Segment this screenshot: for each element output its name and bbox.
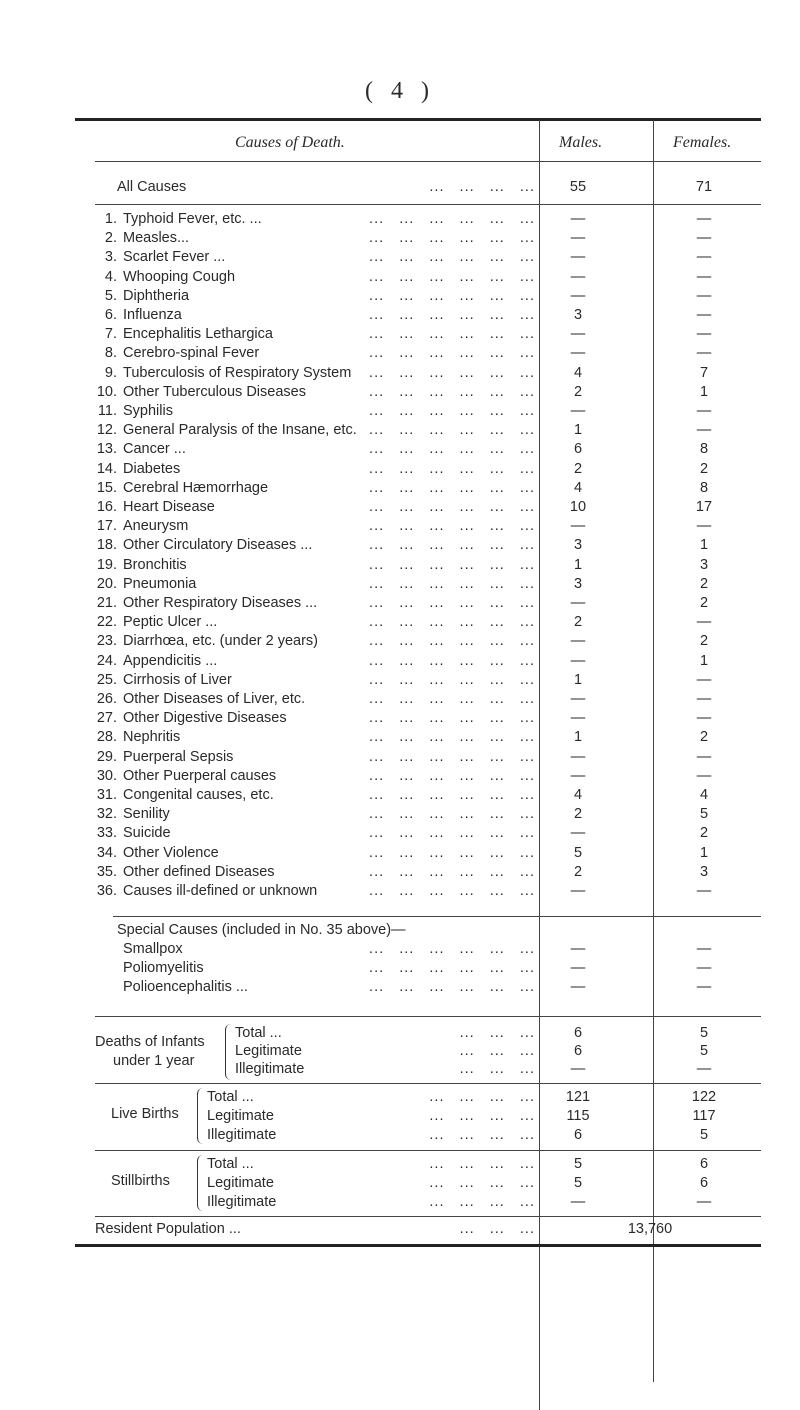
row-females: 1: [699, 537, 709, 554]
row-females: 5: [699, 806, 709, 823]
row-females: —: [696, 941, 712, 957]
row-label: Total ...: [207, 1088, 258, 1107]
table-row: 3. ... ... ... ... ... ... Scarlet Fever ... — —: [75, 248, 761, 267]
row-males: 3: [573, 537, 583, 554]
row-label: Suicide: [123, 824, 175, 843]
row-males: —: [570, 268, 586, 285]
table-row: 29. ... ... ... ... ... ... Puerperal Sepsis — —: [75, 748, 761, 767]
row-males: 6: [573, 1127, 583, 1143]
row-label: Encephalitis Lethargica: [123, 325, 277, 344]
table-row: ... ... ... ... Illegitimate 6 5: [75, 1126, 761, 1145]
row-number: 9.: [104, 364, 117, 381]
row-number: 5.: [104, 287, 117, 304]
row-label: Other Digestive Diseases: [123, 709, 291, 728]
row-males: —: [570, 230, 586, 247]
row-males: —: [570, 595, 586, 611]
row-females: 122: [691, 1089, 717, 1105]
row-males: 6: [573, 1043, 583, 1059]
row-number: 12.: [96, 422, 117, 439]
row-number: 21.: [96, 595, 117, 611]
table-row: 31. ... ... ... ... ... ... Congenital causes, etc. 4 4: [75, 786, 761, 805]
row-males: —: [570, 518, 586, 535]
table-row: 28. ... ... ... ... ... ... Nephritis 1 2: [75, 728, 761, 747]
table-row: ... ... ... ... Legitimate 115 117: [75, 1107, 761, 1126]
row-label: Smallpox: [123, 940, 187, 959]
row-males: 2: [573, 614, 583, 631]
resident-population-row: Resident Population ... ... ... ... 13,760: [75, 1220, 761, 1239]
row-females: —: [696, 1061, 712, 1077]
row-males: —: [570, 767, 586, 784]
table-row: 14. ... ... ... ... ... ... Diabetes 2 2: [75, 460, 761, 479]
infants-rule: [95, 1016, 761, 1017]
table-row: 7. ... ... ... ... ... ... Encephalitis Lethargica — —: [75, 325, 761, 344]
row-label: Tuberculosis of Respiratory System: [123, 364, 355, 383]
table-row: ... ... ... ... ... ... Poliomyelitis — —: [75, 959, 761, 978]
row-label: Poliomyelitis: [123, 959, 208, 978]
table-row: 16. ... ... ... ... ... ... Heart Disease 10 17: [75, 498, 761, 517]
table-row: 36. ... ... ... ... ... ... Causes ill-defined or unknown — —: [75, 882, 761, 901]
row-females: —: [696, 710, 712, 727]
row-males: 10: [569, 499, 587, 515]
row-number: 10.: [96, 383, 117, 400]
row-label: Cerebral Hæmorrhage: [123, 479, 272, 498]
row-label: Diabetes: [123, 460, 184, 479]
row-label: Other Puerperal causes: [123, 767, 280, 786]
row-females: 117: [692, 1108, 716, 1124]
row-number: 32.: [96, 806, 117, 823]
row-label: Nephritis: [123, 728, 184, 747]
stillbirths-rule: [95, 1150, 761, 1151]
special-heading: Special Causes (included in No. 35 above)—: [117, 922, 406, 938]
row-label: Peptic Ulcer ...: [123, 613, 221, 632]
row-females: —: [696, 230, 712, 247]
row-males: 6: [573, 1025, 583, 1041]
table-row: 20. ... ... ... ... ... ... Pneumonia 3 2: [75, 575, 761, 594]
row-females: 2: [699, 825, 709, 842]
table-row: 21. ... ... ... ... ... ... Other Respiratory Diseases ... — 2: [75, 594, 761, 613]
live-births-rule: [95, 1083, 761, 1084]
table-row: ... ... ... ... ... ... Polioencephalitis ... — —: [75, 978, 761, 997]
row-females: 3: [699, 863, 709, 880]
row-males: 4: [573, 479, 583, 496]
row-males: —: [570, 691, 586, 707]
table-row: 15. ... ... ... ... ... ... Cerebral Hæmorrhage 4 8: [75, 479, 761, 498]
table-row: 8. ... ... ... ... ... ... Cerebro-spinal Fever — —: [75, 344, 761, 363]
row-label: Scarlet Fever ...: [123, 248, 229, 267]
row-females: —: [696, 883, 712, 899]
row-females: 1: [699, 844, 709, 861]
row-females: —: [696, 1194, 712, 1210]
table-row: 24. ... ... ... ... ... ... Appendicitis ... — 1: [75, 652, 761, 671]
row-number: 7.: [104, 326, 117, 343]
row-males: —: [570, 825, 586, 842]
row-females: —: [696, 211, 712, 227]
table-row: 33. ... ... ... ... ... ... Suicide — 2: [75, 824, 761, 843]
row-number: 26.: [96, 691, 117, 707]
table-row: ... ... ... Total ... 6 5: [75, 1024, 761, 1043]
row-number: 19.: [96, 556, 117, 573]
row-males: 115: [566, 1108, 590, 1124]
row-label: Other Diseases of Liver, etc.: [123, 690, 309, 709]
row-females: —: [696, 518, 712, 535]
row-females: —: [696, 307, 712, 323]
table-row: 6. ... ... ... ... ... ... Influenza 3 —: [75, 306, 761, 325]
row-label: Pneumonia: [123, 575, 200, 594]
row-males: 4: [573, 787, 583, 803]
row-males: —: [570, 345, 586, 362]
row-number: 16.: [96, 499, 117, 515]
table-row: 17. ... ... ... ... ... ... Aneurysm — —: [75, 517, 761, 536]
row-females: —: [696, 767, 712, 784]
header-cause: Causes of Death.: [235, 134, 345, 151]
table-row: 4. ... ... ... ... ... ... Whooping Cough — —: [75, 268, 761, 287]
row-number: 3.: [104, 249, 117, 266]
row-label: Senility: [123, 805, 174, 824]
row-number: 4.: [104, 268, 117, 285]
table-row: ... ... ... ... Legitimate 5 6: [75, 1174, 761, 1193]
row-females: —: [696, 614, 712, 631]
row-number: 29.: [96, 748, 117, 765]
row-females: —: [696, 345, 712, 362]
row-label: Syphilis: [123, 402, 177, 421]
table-row: ... ... ... ... Illegitimate — —: [75, 1193, 761, 1212]
row-males: —: [570, 326, 586, 343]
infants-label-1: Deaths of Infants: [95, 1034, 205, 1050]
population-value: 13,760: [627, 1221, 673, 1237]
row-females: —: [696, 748, 712, 765]
table-header: [75, 124, 761, 160]
row-males: 1: [573, 422, 583, 439]
infants-label-2: under 1 year: [113, 1053, 195, 1069]
row-males: 4: [573, 364, 583, 381]
row-label: Cirrhosis of Liver: [123, 671, 236, 690]
table-row: ... ... ... Legitimate 6 5: [75, 1042, 761, 1061]
row-label: Other Violence: [123, 844, 223, 863]
table-row: 10. ... ... ... ... ... ... Other Tuberculous Diseases 2 1: [75, 383, 761, 402]
row-label: Appendicitis ...: [123, 652, 221, 671]
row-females: —: [696, 249, 712, 266]
row-label: Measles...: [123, 229, 193, 248]
row-label: Legitimate: [207, 1107, 278, 1126]
row-label: Diarrhœa, etc. (under 2 years): [123, 632, 322, 651]
row-females: 3: [699, 556, 709, 573]
table-row: 9. ... ... ... ... ... ... Tuberculosis of Respiratory System 4 7: [75, 364, 761, 383]
row-number: 25.: [96, 671, 117, 688]
row-number: 18.: [96, 537, 117, 554]
table-row: 12. ... ... ... ... ... ... General Paralysis of the Insane, etc. 1 —: [75, 421, 761, 440]
row-label: Other defined Diseases: [123, 863, 279, 882]
row-females: —: [696, 268, 712, 285]
table-row: 11. ... ... ... ... ... ... Syphilis — —: [75, 402, 761, 421]
row-females: —: [696, 979, 712, 995]
row-males: —: [570, 979, 586, 995]
row-males: —: [570, 960, 586, 976]
row-females: 1: [699, 652, 709, 669]
row-males: 1: [573, 729, 583, 746]
row-number: 30.: [96, 767, 117, 784]
row-males: —: [570, 883, 586, 899]
row-number: 2.: [104, 230, 117, 247]
all-causes-males: 55: [569, 179, 587, 195]
row-label: Heart Disease: [123, 498, 219, 517]
row-females: 6: [699, 1175, 709, 1191]
row-number: 23.: [96, 633, 117, 650]
row-males: 3: [573, 307, 583, 323]
row-males: 5: [573, 1156, 583, 1172]
row-label: Congenital causes, etc.: [123, 786, 278, 805]
row-females: 4: [699, 787, 709, 803]
table-row: 34. ... ... ... ... ... ... Other Violence 5 1: [75, 844, 761, 863]
row-label: Illegitimate: [235, 1060, 308, 1079]
row-males: —: [570, 249, 586, 266]
row-females: 2: [699, 575, 709, 592]
row-males: 2: [573, 863, 583, 880]
row-females: —: [696, 403, 712, 419]
population-label: Resident Population ...: [95, 1221, 241, 1237]
special-rule: [113, 916, 761, 917]
row-number: 1.: [104, 211, 117, 227]
row-males: —: [570, 1061, 586, 1077]
row-label: Polioencephalitis ...: [123, 978, 252, 997]
all-causes-label: All Causes: [117, 179, 187, 195]
row-label: General Paralysis of the Insane, etc.: [123, 421, 361, 440]
row-label: Total ...: [235, 1024, 286, 1043]
row-females: 8: [699, 479, 709, 496]
row-females: 2: [699, 595, 709, 611]
row-females: —: [696, 326, 712, 343]
row-females: 5: [699, 1025, 709, 1041]
row-label: Other Circulatory Diseases ...: [123, 536, 316, 555]
row-males: —: [570, 1194, 586, 1210]
table-row: ... ... ... ... ... ... Smallpox — —: [75, 940, 761, 959]
row-number: 31.: [96, 787, 117, 803]
table-row: ... ... ... Illegitimate — —: [75, 1060, 761, 1079]
row-number: 33.: [96, 825, 117, 842]
row-males: 2: [573, 460, 583, 477]
table-row: 26. ... ... ... ... ... ... Other Diseases of Liver, etc. — —: [75, 690, 761, 709]
row-males: —: [570, 287, 586, 304]
table-row: 2. ... ... ... ... ... ... Measles... — —: [75, 229, 761, 248]
row-label: Whooping Cough: [123, 268, 239, 287]
row-number: 6.: [104, 307, 117, 323]
row-label: Illegitimate: [207, 1193, 280, 1212]
row-males: —: [570, 941, 586, 957]
row-females: 2: [699, 633, 709, 650]
row-number: 36.: [96, 883, 117, 899]
row-number: 11.: [97, 403, 117, 419]
row-males: —: [570, 748, 586, 765]
row-females: 8: [699, 441, 709, 458]
live-births-label: Live Births: [111, 1106, 179, 1122]
row-females: 1: [699, 383, 709, 400]
all-causes-rule: [95, 204, 761, 205]
row-number: 27.: [96, 710, 117, 727]
row-males: 2: [573, 383, 583, 400]
row-females: 2: [699, 729, 709, 746]
row-females: —: [696, 287, 712, 304]
row-males: 6: [573, 441, 583, 458]
row-females: —: [696, 671, 712, 688]
row-label: Cancer ...: [123, 440, 190, 459]
population-rule: [95, 1216, 761, 1217]
row-number: 14.: [96, 460, 117, 477]
row-females: —: [696, 691, 712, 707]
row-number: 17.: [96, 518, 117, 535]
row-females: 7: [699, 364, 709, 381]
row-number: 22.: [96, 614, 117, 631]
row-label: Aneurysm: [123, 517, 192, 536]
row-males: 1: [573, 556, 583, 573]
row-label: Typhoid Fever, etc. ...: [123, 210, 266, 229]
row-label: Legitimate: [235, 1042, 306, 1061]
row-males: —: [570, 403, 586, 419]
row-males: —: [570, 710, 586, 727]
row-label: Legitimate: [207, 1174, 278, 1193]
row-males: 1: [573, 671, 583, 688]
table-row: 35. ... ... ... ... ... ... Other defined Diseases 2 3: [75, 863, 761, 882]
table-row: 23. ... ... ... ... ... ... Diarrhœa, etc. (under 2 years) — 2: [75, 632, 761, 651]
table-row: 5. ... ... ... ... ... ... Diphtheria — —: [75, 287, 761, 306]
stillbirths-label: Stillbirths: [111, 1173, 170, 1189]
row-number: 34.: [96, 844, 117, 861]
row-label: Other Respiratory Diseases ...: [123, 594, 321, 613]
table-row: 22. ... ... ... ... ... ... Peptic Ulcer ... 2 —: [75, 613, 761, 632]
row-number: 20.: [96, 575, 117, 592]
table-row: 32. ... ... ... ... ... ... Senility 2 5: [75, 805, 761, 824]
row-label: Diphtheria: [123, 287, 193, 306]
row-males: 5: [573, 844, 583, 861]
row-label: Puerperal Sepsis: [123, 748, 237, 767]
row-number: 28.: [96, 729, 117, 746]
table-bottom-rule: [75, 1244, 761, 1247]
row-females: 2: [699, 460, 709, 477]
table-row: 18. ... ... ... ... ... ... Other Circulatory Diseases ... 3 1: [75, 536, 761, 555]
row-label: Cerebro-spinal Fever: [123, 344, 263, 363]
header-females: Females.: [673, 134, 732, 151]
row-females: —: [696, 960, 712, 976]
row-females: 17: [695, 499, 713, 515]
row-males: 5: [573, 1175, 583, 1191]
row-number: 15.: [96, 479, 117, 496]
row-males: —: [570, 211, 586, 227]
table-row: 30. ... ... ... ... ... ... Other Puerperal causes — —: [75, 767, 761, 786]
row-females: —: [696, 422, 712, 439]
row-number: 13.: [96, 441, 117, 458]
row-label: Total ...: [207, 1155, 258, 1174]
table-row: 13. ... ... ... ... ... ... Cancer ... 6 8: [75, 440, 761, 459]
all-causes-row: All Causes ... ... ... ... 55 71: [75, 178, 761, 197]
row-females: 5: [699, 1127, 709, 1143]
table-row: 27. ... ... ... ... ... ... Other Digestive Diseases — —: [75, 709, 761, 728]
row-males: —: [570, 633, 586, 650]
row-males: 121: [565, 1089, 591, 1105]
table-row: ... ... ... ... Total ... 5 6: [75, 1155, 761, 1174]
header-rule: [95, 161, 761, 162]
row-label: Causes ill-defined or unknown: [123, 882, 321, 901]
row-label: Other Tuberculous Diseases: [123, 383, 310, 402]
row-females: 6: [699, 1156, 709, 1172]
row-number: 8.: [104, 345, 117, 362]
page-number: ( 4 ): [365, 78, 435, 104]
table-row: 25. ... ... ... ... ... ... Cirrhosis of Liver 1 —: [75, 671, 761, 690]
all-causes-females: 71: [695, 179, 713, 195]
row-label: Bronchitis: [123, 556, 191, 575]
table-row: 19. ... ... ... ... ... ... Bronchitis 1 3: [75, 556, 761, 575]
row-males: 3: [573, 575, 583, 592]
header-males: Males.: [559, 134, 603, 151]
table-row: ... ... ... ... Total ... 121 122: [75, 1088, 761, 1107]
table-row: 1. ... ... ... ... ... ... Typhoid Fever, etc. ... — —: [75, 210, 761, 229]
table-top-rule: [75, 118, 761, 121]
row-males: 2: [573, 806, 583, 823]
row-label: Influenza: [123, 306, 186, 325]
row-number: 35.: [96, 863, 117, 880]
row-males: —: [570, 652, 586, 669]
row-females: 5: [699, 1043, 709, 1059]
row-number: 24.: [96, 652, 117, 669]
row-label: Illegitimate: [207, 1126, 280, 1145]
